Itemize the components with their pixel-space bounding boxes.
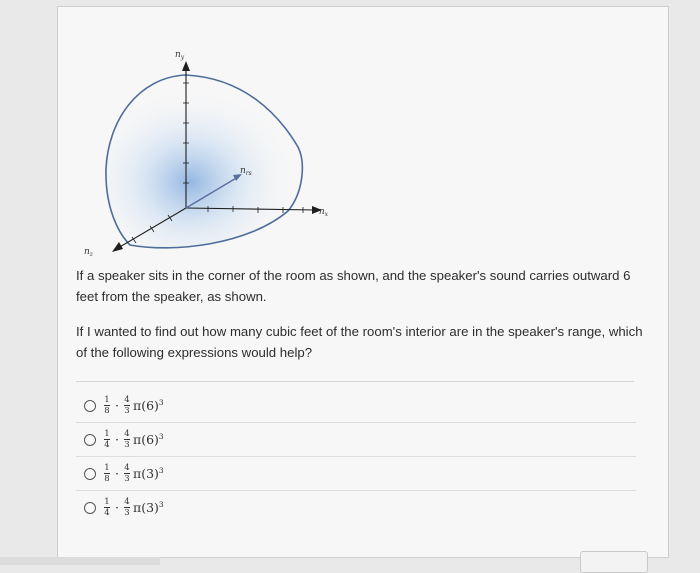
- question-paragraph-1: If a speaker sits in the corner of the room as shown, and the speaker's sound carries outward 6 feet from the speaker, as shown.: [76, 268, 631, 304]
- denominator: 4: [104, 508, 110, 518]
- radio-button[interactable]: [84, 502, 96, 514]
- fraction: [124, 396, 130, 415]
- choice-expression: $\frac{1}{8}$ · $\frac{4}{3}$ $\pi(6)^3$: [104, 395, 164, 416]
- radio-button[interactable]: [84, 400, 96, 412]
- fraction: [104, 464, 110, 483]
- fraction: [124, 464, 130, 483]
- choice-expression: $\frac{1}{8}$ · $\frac{4}{3}$ $\pi(3)^3$: [104, 463, 164, 484]
- denominator: 3: [124, 508, 130, 518]
- expression-body: π(3): [132, 466, 159, 482]
- expression-body: π(3): [132, 500, 159, 516]
- fraction: [104, 430, 110, 449]
- octant-sphere-figure: [78, 43, 328, 273]
- numerator: 4: [124, 395, 130, 405]
- numerator: 1: [104, 463, 110, 473]
- answer-choices: [76, 389, 636, 524]
- denominator: 4: [104, 440, 110, 450]
- sphere-octant-outline: [106, 75, 302, 248]
- numerator: 1: [104, 497, 110, 507]
- z-axis-arrow: [112, 242, 123, 252]
- question-text: [76, 265, 656, 377]
- fraction: [124, 498, 130, 517]
- denominator: 8: [104, 406, 110, 416]
- numerator: 4: [124, 429, 130, 439]
- choice-1[interactable]: [76, 389, 636, 423]
- numerator: 1: [104, 395, 110, 405]
- exponent: 3: [158, 465, 164, 475]
- numerator: 1: [104, 429, 110, 439]
- numerator: 4: [124, 463, 130, 473]
- choice-expression: $\frac{1}{4}$ · $\frac{4}{3}$ $\pi(6)^3$: [104, 429, 164, 450]
- fraction: [104, 498, 110, 517]
- expression-body: π(6): [132, 398, 159, 414]
- exponent: 3: [158, 499, 164, 509]
- next-button[interactable]: [580, 551, 648, 573]
- choice-2[interactable]: [76, 423, 636, 457]
- fraction: [104, 396, 110, 415]
- question-paragraph-2: If I wanted to find out how many cubic feet of the room's interior are in the speaker's range, which of the following expressions would help?: [76, 324, 643, 360]
- denominator: 3: [124, 406, 130, 416]
- expression-body: π(6): [132, 432, 159, 448]
- label-nrs: $n_{rs}$: [240, 166, 252, 177]
- numerator: 4: [124, 497, 130, 507]
- label-nx: $n_x$: [318, 207, 328, 218]
- choice-expression: $\frac{1}{4}$ · $\frac{4}{3}$ $\pi(3)^3$: [104, 497, 164, 518]
- radio-button[interactable]: [84, 434, 96, 446]
- choice-4[interactable]: [76, 491, 636, 524]
- label-ny: $n_y$: [175, 50, 185, 61]
- exponent: 3: [158, 397, 164, 407]
- choice-3[interactable]: [76, 457, 636, 491]
- y-axis-arrow: [182, 61, 190, 71]
- exponent: 3: [158, 431, 164, 441]
- divider: [76, 381, 634, 382]
- denominator: 3: [124, 440, 130, 450]
- radio-button[interactable]: [84, 468, 96, 480]
- question-card: [57, 6, 669, 558]
- denominator: 8: [104, 474, 110, 484]
- denominator: 3: [124, 474, 130, 484]
- bottom-panel-edge: [0, 557, 160, 565]
- fraction: [124, 430, 130, 449]
- label-nz: $n_z$: [84, 247, 93, 258]
